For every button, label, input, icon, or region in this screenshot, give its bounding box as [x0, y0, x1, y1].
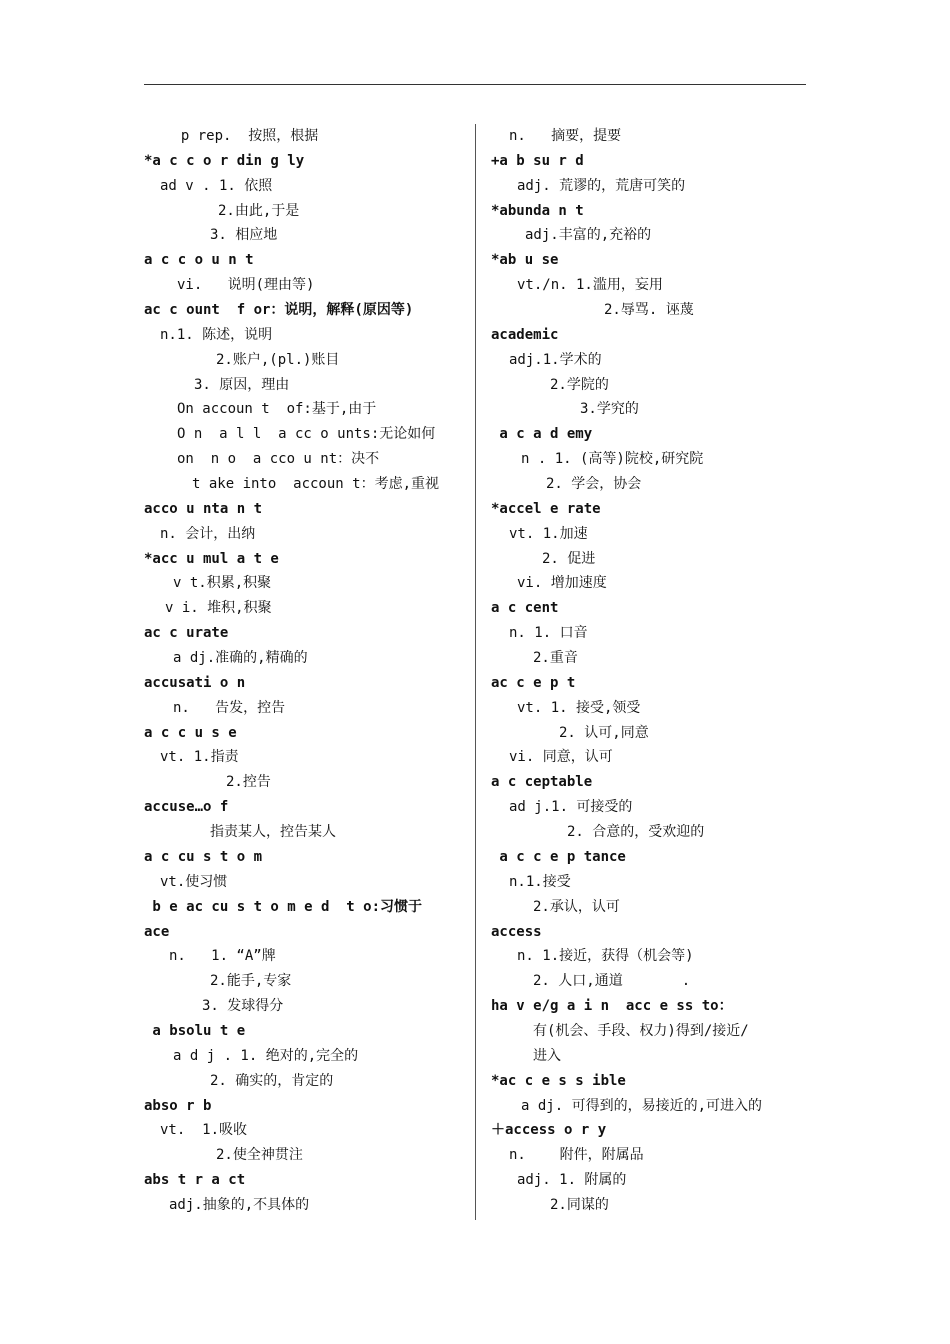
entry-definition: 3.学究的 [580, 401, 639, 418]
entry-definition: v t.积累,积聚 [173, 575, 272, 592]
left-column [144, 124, 469, 1218]
entry-definition: n. 1. 口音 [509, 625, 588, 642]
entry-definition: vt. 1.吸收 [160, 1122, 248, 1139]
entry-headword: *acc u mul a t e [144, 550, 279, 567]
entry-definition: vt. 1.指责 [160, 749, 239, 766]
entry-definition: 2.同谋的 [550, 1196, 609, 1213]
entry-definition: vi. 增加速度 [517, 575, 607, 592]
entry-definition: a d j . 1. 绝对的,完全的 [173, 1047, 359, 1064]
entry-headword: *ab u se [491, 252, 559, 269]
entry-headword: a c c u s e [144, 724, 237, 741]
entry-headword: a c cent [491, 600, 559, 617]
entry-headword: a c c o u n t [144, 252, 254, 269]
entry-definition: vt./n. 1.滥用，妄用 [517, 277, 663, 294]
entry-definition: ad v . 1. 依照 [160, 177, 273, 194]
entry-definition: adj. 1. 附属的 [517, 1172, 627, 1189]
entry-definition: 2. 合意的，受欢迎的 [567, 824, 705, 841]
entry-definition: 有(机会、手段、权力)得到/接近/ [533, 1022, 749, 1039]
entry-definition: 2. 确实的，肯定的 [210, 1072, 334, 1089]
entry-definition: a dj. 可得到的，易接近的,可进入的 [521, 1097, 763, 1114]
entry-headword: a c ceptable [491, 774, 593, 791]
entry-definition: vt. 1. 接受,领受 [517, 699, 641, 716]
entry-definition: n. 1. “A”牌 [169, 948, 276, 965]
entry-definition: 2.能手,专家 [210, 973, 292, 990]
entry-definition: n . 1. (高等)院校,研究院 [521, 451, 704, 468]
entry-headword: ha v e/g a i n acc e ss to： [491, 998, 733, 1015]
entry-definition: vi. 说明(理由等) [177, 277, 315, 294]
entry-definition: 2. 人口,通道 . [533, 973, 691, 990]
entry-definition: 3. 发球得分 [202, 998, 284, 1015]
entry-headword: acco u nta n t [144, 500, 263, 517]
entry-definition: n. 附件，附属品 [509, 1147, 644, 1164]
entry-headword: ace [144, 923, 170, 940]
entry-definition: ad j.1. 可接受的 [509, 799, 633, 816]
entry-headword: a c a d emy [491, 426, 593, 443]
entry-definition: 2.学院的 [550, 376, 609, 393]
entry-headword: a c cu s t o m [144, 848, 263, 865]
entry-headword: ＋access o r y [491, 1122, 607, 1139]
entry-headword: accusati o n [144, 674, 246, 691]
entry-definition: adj.丰富的,充裕的 [525, 227, 652, 244]
entry-definition: 3. 相应地 [210, 227, 278, 244]
column-divider [475, 124, 476, 1220]
entry-definition: n. 1.接近，获得（机会等) [517, 948, 694, 965]
entry-definition: 指责某人，控告某人 [210, 824, 336, 841]
entry-headword: academic [491, 326, 559, 343]
entry-definition: n.1.接受 [509, 873, 571, 890]
entry-definition: adj.1.学术的 [509, 351, 602, 368]
right-column [491, 124, 809, 1218]
entry-definition: vt. 1.加速 [509, 525, 588, 542]
entry-headword: abso r b [144, 1097, 212, 1114]
entry-definition: 进入 [533, 1047, 561, 1064]
entry-headword: ac c urate [144, 625, 229, 642]
entry-headword: *ac c e s s ible [491, 1072, 626, 1089]
entry-headword: b e ac cu s t o m e d t o:习惯于 [144, 898, 423, 915]
entry-definition: 2.由此,于是 [218, 202, 300, 219]
entry-definition: a dj.准确的,精确的 [173, 650, 308, 667]
entry-definition: 3. 原因，理由 [194, 376, 290, 393]
entry-definition: n. 摘要，提要 [509, 128, 622, 144]
entry-definition: 2. 认可,同意 [559, 724, 649, 741]
entry-definition: 2.辱骂. 诬蔑 [604, 302, 694, 319]
entry-definition: vi. 同意，认可 [509, 749, 613, 766]
entry-headword: access [491, 923, 542, 940]
entry-headword: +a b su r d [491, 152, 584, 169]
entry-definition: 2.账户,(pl.)账目 [216, 351, 340, 368]
entry-headword: ac c e p t [491, 674, 576, 691]
entry-definition: 2. 学会，协会 [546, 476, 642, 493]
entry-definition: 2. 促进 [542, 550, 596, 567]
entry-headword: *abunda n t [491, 202, 584, 219]
entry-headword: *a c c o r din g ly [144, 152, 305, 169]
entry-definition: On accoun t of:基于,由于 [177, 401, 377, 418]
entry-definition: 2.重音 [533, 650, 578, 667]
entry-definition: p rep. 按照，根据 [164, 128, 319, 144]
entry-headword: *accel e rate [491, 500, 601, 517]
entry-definition: on n o a cco u nt：决不 [177, 451, 380, 468]
entry-definition: vt.使习惯 [160, 873, 228, 890]
entry-definition: adj. 荒谬的，荒唐可笑的 [517, 177, 686, 194]
entry-definition: 2.使全神贯注 [216, 1147, 303, 1164]
entry-headword: a bsolu t e [144, 1022, 246, 1039]
entry-definition: 2.控告 [226, 774, 271, 791]
entry-headword: a c c e p tance [491, 848, 626, 865]
entry-definition: 2.承认，认可 [533, 898, 620, 915]
entry-headword: accuse…o f [144, 799, 229, 816]
entry-definition: O n a l l a cc o unts:无论如何 [177, 426, 436, 443]
entry-definition: n.1. 陈述，说明 [160, 326, 273, 343]
header-rule [144, 84, 806, 85]
entry-definition: v i. 堆积,积聚 [165, 600, 272, 617]
entry-headword: abs t r a ct [144, 1172, 246, 1189]
entry-headword: ac c ount f or：说明，解释(原因等) [144, 302, 414, 319]
entry-definition: n. 会计，出纳 [160, 525, 256, 542]
entry-definition: adj.抽象的,不具体的 [169, 1196, 310, 1213]
entry-definition: n. 告发，控告 [173, 699, 286, 716]
entry-definition: t ake into accoun t：考虑,重视 [192, 476, 440, 493]
